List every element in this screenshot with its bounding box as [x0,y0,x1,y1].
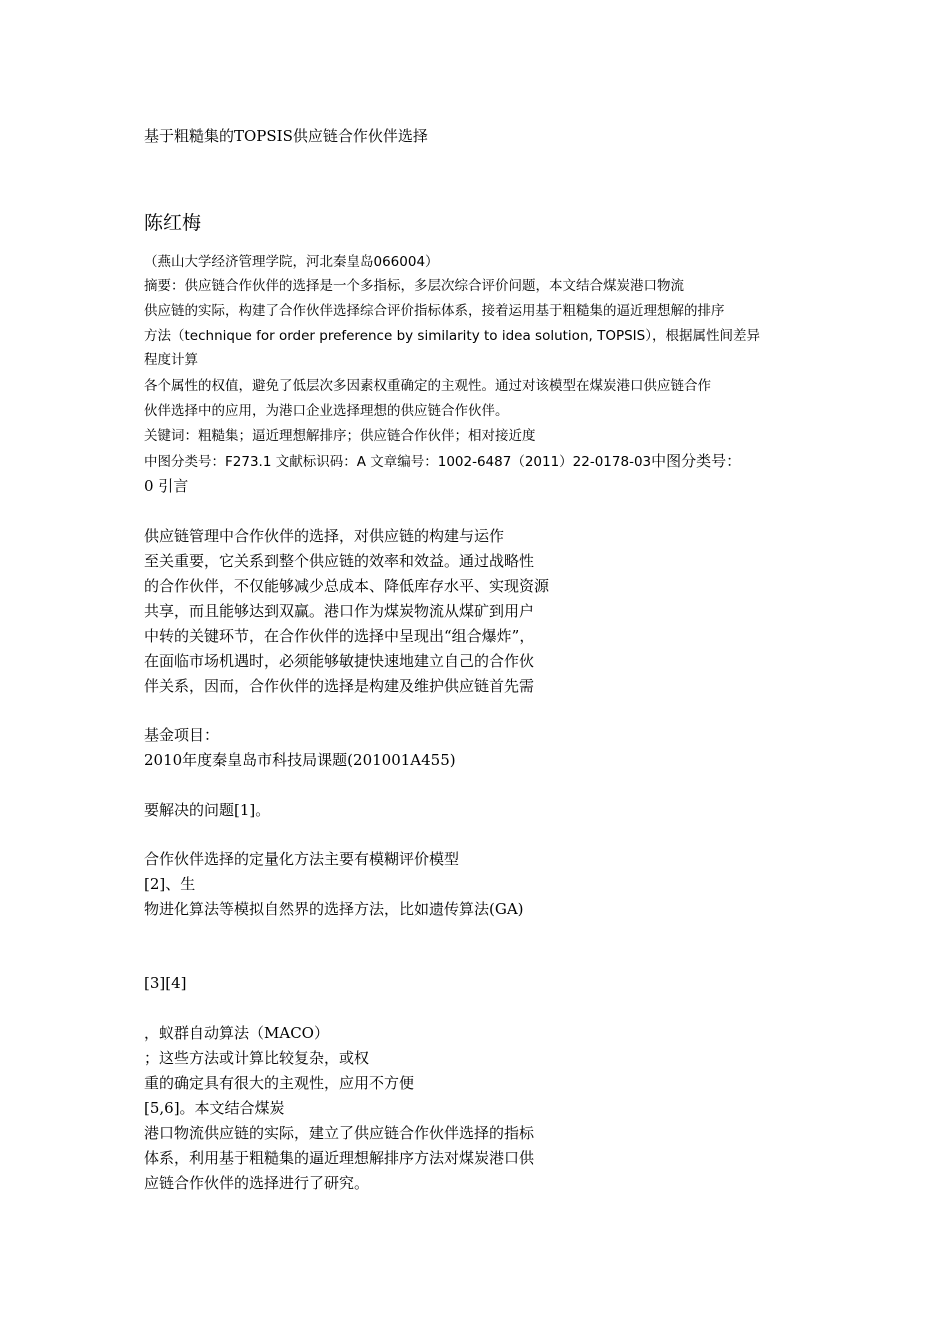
abstract-line: 供应链的实际，构建了合作伙伴选择综合评价指标体系，接着运用基于粗糙集的逼近理想解的排序 [144,303,725,319]
body-line: 体系，利用基于粗糙集的逼近理想解排序方法对煤炭港口供 [144,1149,535,1167]
classification-tail: 中图分类号： [651,452,742,470]
abstract-line: 方法（technique for order preference by similarity to idea solution, TOPSIS），根据属性间差异 [144,328,760,344]
body-line: ；这些方法或计算比较复杂，或权 [144,1049,370,1067]
citation-ref: [3][4] [144,974,187,992]
body-line: [2]、生 [144,875,196,893]
body-line: 至关重要，它关系到整个供应链的效率和效益。通过战略性 [144,552,535,570]
body-line: 伴关系，因而，合作伙伴的选择是构建及维护供应链首先需 [144,677,535,695]
abstract-line: 伙伴选择中的应用，为港口企业选择理想的供应链合作伙伴。 [144,403,509,419]
body-line: 要解决的问题[1]。 [144,801,271,819]
body-line: 合作伙伴选择的定量化方法主要有模糊评价模型 [144,850,460,868]
paper-title: 基于粗糙集的TOPSIS供应链合作伙伴选择 [144,127,428,145]
abstract-line: 摘要：供应链合作伙伴的选择是一个多指标，多层次综合评价问题，本文结合煤炭港口物流 [144,278,684,294]
author-name: 陈红梅 [144,212,202,234]
abstract-line: 各个属性的权值，避免了低层次多因素权重确定的主观性。通过对该模型在煤炭港口供应链合作 [144,378,711,394]
body-line: 中转的关键环节，在合作伙伴的选择中呈现出“组合爆炸”， [144,627,535,645]
body-line: [5,6]。本文结合煤炭 [144,1099,285,1117]
classification-line [144,449,741,474]
body-line: 物进化算法等模拟自然界的选择方法，比如遗传算法(GA) [144,900,524,918]
body-line: 港口物流供应链的实际，建立了供应链合作伙伴选择的指标 [144,1124,535,1142]
body-line: 重的确定具有很大的主观性，应用不方便 [144,1074,415,1092]
section-heading: 0 引言 [144,477,189,495]
fund-label: 基金项目： [144,726,220,744]
body-line: 的合作伙伴，不仅能够减少总成本、降低库存水平、实现资源 [144,577,550,595]
affiliation: （燕山大学经济管理学院，河北秦皇岛066004） [144,254,439,270]
classification-codes: 中图分类号：F273.1 文献标识码：A 文章编号：1002-6487（2011）22-0178-03 [144,454,652,470]
abstract-line: 程度计算 [144,352,198,368]
body-line: 共享，而且能够达到双赢。港口作为煤炭物流从煤矿到用户 [144,602,535,620]
keywords: 关键词：粗糙集；逼近理想解排序；供应链合作伙伴；相对接近度 [144,428,536,444]
body-line: ，蚁群自动算法（MACO） [144,1024,329,1042]
body-line: 供应链管理中合作伙伴的选择，对供应链的构建与运作 [144,527,505,545]
body-line: 应链合作伙伴的选择进行了研究。 [144,1174,370,1192]
body-line: 在面临市场机遇时，必须能够敏捷快速地建立自己的合作伙 [144,652,535,670]
fund-text: 2010年度秦皇岛市科技局课题(201001A455) [144,751,456,769]
